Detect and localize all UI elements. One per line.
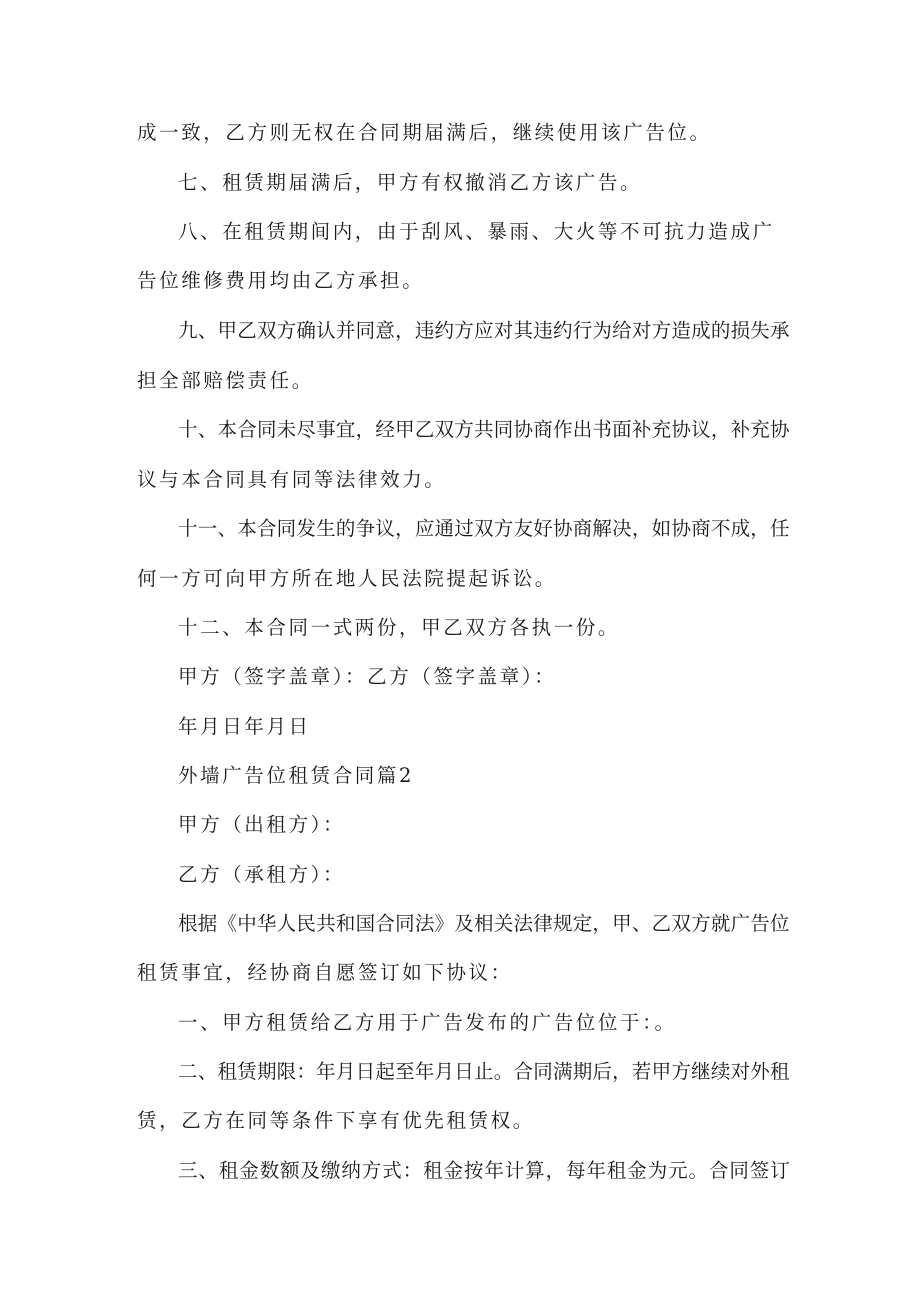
party-a-line: 甲方（出租方）： [178, 813, 346, 836]
clause-9-continued: 担全部赔偿责任。 [137, 369, 314, 392]
paragraph-line: 成一致，乙方则无权在合同期届满后，继续使用该广告位。 [137, 121, 712, 144]
article-2-continued: 赁，乙方在同等条件下享有优先租赁权。 [137, 1109, 535, 1132]
article-1: 一、甲方租赁给乙方用于广告发布的广告位位于：。 [178, 1011, 677, 1034]
section-title: 外墙广告位租赁合同篇2 [178, 764, 415, 787]
article-3: 三 、 租 金 数 额 及 缴 纳 方 式 ： 租 金 按 年 计 算 ， 每 年 租 金 为 元 。 合 同 签 订 [178, 1159, 790, 1182]
clause-11-continued: 何一方可向甲方所在地人民法院提起诉讼。 [137, 567, 557, 590]
clause-9: 九 、 甲 乙 双 方 确 认 并 同 意 ， 违 约 方 应 对 其 违 约 行 为 给 对 方 造 成 的 损 失 承 [178, 319, 790, 342]
party-b-line: 乙方（承租方）： [178, 863, 346, 886]
clause-8-continued: 告位维修费用均由乙方承担。 [137, 269, 425, 292]
preamble: 根 据 《 中 华 人 民 共 和 国 合 同 法 》 及 相 关 法 律 规 定 ， 甲 、 乙 双 方 就 广 告 位 [178, 912, 790, 935]
article-2: 二 、 租 赁 期 限 ： 年 月 日 起 至 年 月 日 止 。 合 同 满 期 后 ， 若 甲 方 继 续 对 外 租 [178, 1060, 790, 1083]
clause-8: 八、在租赁期间内，由于刮风、暴雨、大火等不可抗力造成广 [178, 220, 775, 243]
clause-10: 十 、 本 合 同 未 尽 事 宜 ， 经 甲 乙 双 方 共 同 协 商 作 出 书 面 补 充 协 议 ， 补 充 协 [178, 418, 790, 441]
clause-7: 七、租赁期届满后，甲方有权撤消乙方该广告。 [178, 171, 643, 194]
signature-line: 甲方（签字盖章）：乙方（签字盖章）： [178, 665, 557, 688]
date-line: 年月日年月日 [178, 715, 311, 738]
clause-12: 十二、本合同一式两份，甲乙双方各执一份。 [178, 616, 621, 639]
clause-10-continued: 议与本合同具有同等法律效力。 [137, 468, 447, 491]
clause-11: 十 一 、 本 合 同 发 生 的 争 议 ， 应 通 过 双 方 友 好 协 商 解 决 ， 如 协 商 不 成 ， 任 [178, 517, 790, 540]
preamble-continued: 租赁事宜，经协商自愿签订如下协议： [137, 961, 513, 984]
